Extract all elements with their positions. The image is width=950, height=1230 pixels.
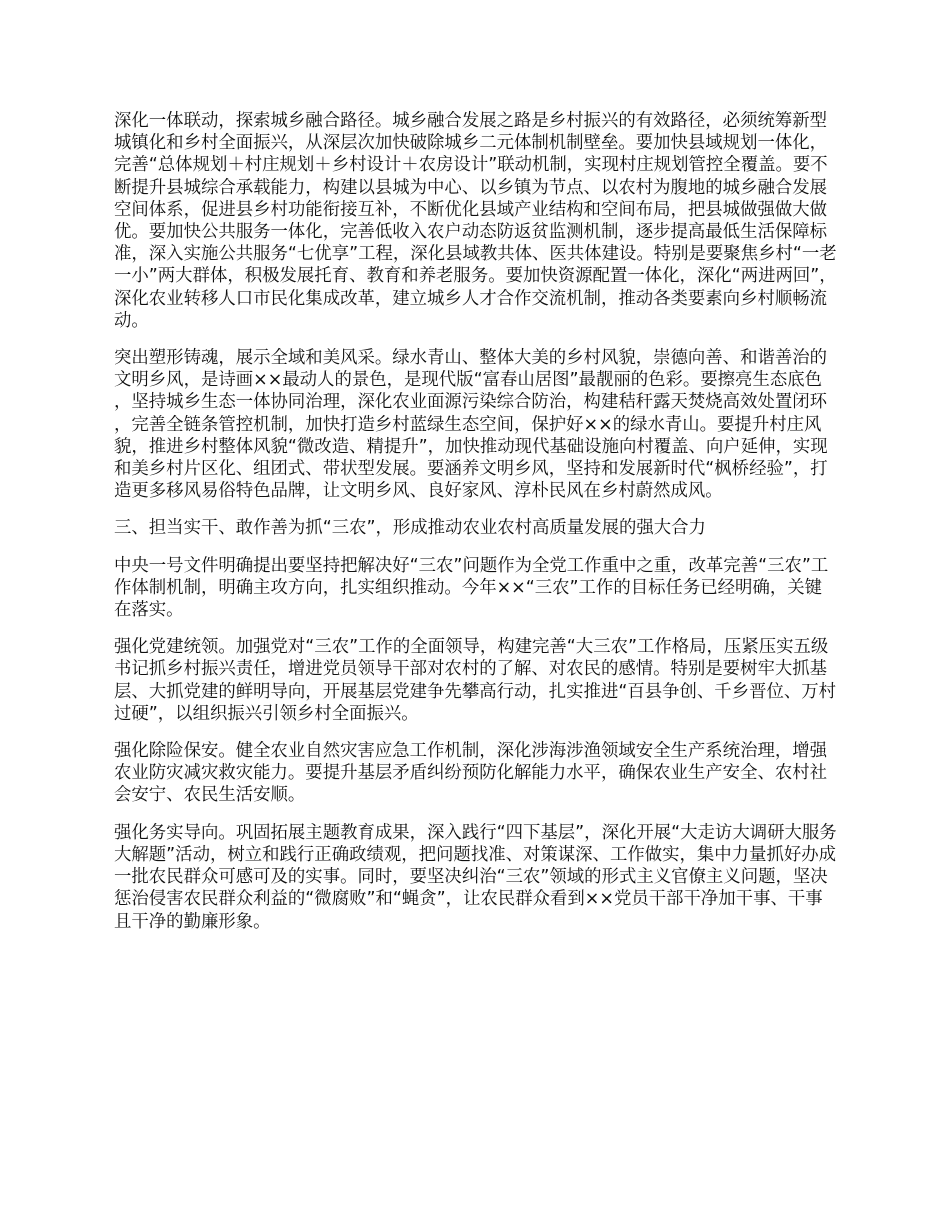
paragraph-urban-rural-integration: 深化一体联动，探索城乡融合路径。城乡融合发展之路是乡村振兴的有效路径，必须统筹新型城镇化和乡村全面振兴，从深层次加快破除城乡二元体制机制壁垒。要加快县域规划一体化，完善“总体规划＋村庄规划＋乡村设计＋农房设计”联动机制，实现村庄规划管控全覆盖。要不断提升县城综合承载能力，构建以县城为中心、以乡镇为节点、以农村为腹地的城乡融合发展空间体系，促进县乡村功能衔接互补，不断优化县域产业结构和空间布局，把县城做强做大做优。要加快公共服务一体化，完善低收入农户动态防返贫监测机制，逐步提高最低生活保障标准，深入实施公共服务“七优享”工程，深化县域教共体、医共体建设。特别是要聚焦乡村“一老一小”两大群体，积极发展托育、教育和养老服务。要加快资源配置一体化，深化“两进两回”，深化农业转移人口市民化集成改革，建立城乡人才合作交流机制，推动各类要素向乡村顺畅流动。 (114, 111, 837, 331)
paragraph-central-document: 中央一号文件明确提出要坚持把解决好“三农”问题作为全党工作重中之重，改革完善“三农”工作体制机制，明确主攻方向，扎实组织推动。今年××“三农”工作的目标任务已经明确，关键在落实。 (114, 555, 829, 621)
section-heading-three: 三、担当实干、敢作善为抓“三农”，形成推动农业农村高质量发展的强大合力 (114, 518, 706, 539)
paragraph-rural-landscape: 突出塑形铸魂，展示全域和美风采。绿水青山、整体大美的乡村风貌，崇德向善、和谐善治的文明乡风，是诗画××最动人的景色，是现代版“富春山居图”最靓丽的色彩。要擦亮生态底色，坚持城乡生态一体协同治理，深化农业面源污染综合防治，构建秸秆露天焚烧高效处置闭环，完善全链条管控机制，加快打造乡村蓝绿生态空间，保护好××的绿水青山。要提升村庄风貌，推进乡村整体风貌“微改造、精提升”，加快推动现代基础设施向村覆盖、向户延伸，实现和美乡村片区化、组团式、带状型发展。要涵养文明乡风，坚持和发展新时代“枫桥经验”，打造更多移风易俗特色品牌，让文明乡风、良好家风、淳朴民风在乡村蔚然成风。 (114, 348, 828, 502)
paragraph-practical-orientation: 强化务实导向。巩固拓展主题教育成果，深入践行“四下基层”，深化开展“大走访大调研大服务大解题”活动，树立和践行正确政绩观，把问题找准、对策谋深、工作做实，集中力量抓好办成一批农民群众可感可及的实事。同时，要坚决纠治“三农”领域的形式主义官僚主义问题，坚决惩治侵害农民群众利益的“微腐败”和“蝇贪”，让农民群众看到××党员干部干净加干事、干事且干净的勤廉形象。 (114, 822, 837, 932)
paragraph-risk-safety: 强化除险保安。健全农业自然灾害应急工作机制，深化涉海涉渔领域安全生产系统治理，增强农业防灾减灾救灾能力。要提升基层矛盾纠纷预防化解能力水平，确保农业生产安全、农村社会安宁、农民生活安顺。 (114, 741, 828, 806)
paragraph-party-leadership: 强化党建统领。加强党对“三农”工作的全面领导，构建完善“大三农”工作格局，压紧压实五级书记抓乡村振兴责任，增进党员领导干部对农村的了解、对农民的感情。特别是要树牢大抓基层、大抓党建的鲜明导向，开展基层党建争先攀高行动，扎实推进“百县争创、千乡晋位、万村过硬”，以组织振兴引领乡村全面振兴。 (114, 637, 837, 724)
document-page (114, 110, 838, 948)
